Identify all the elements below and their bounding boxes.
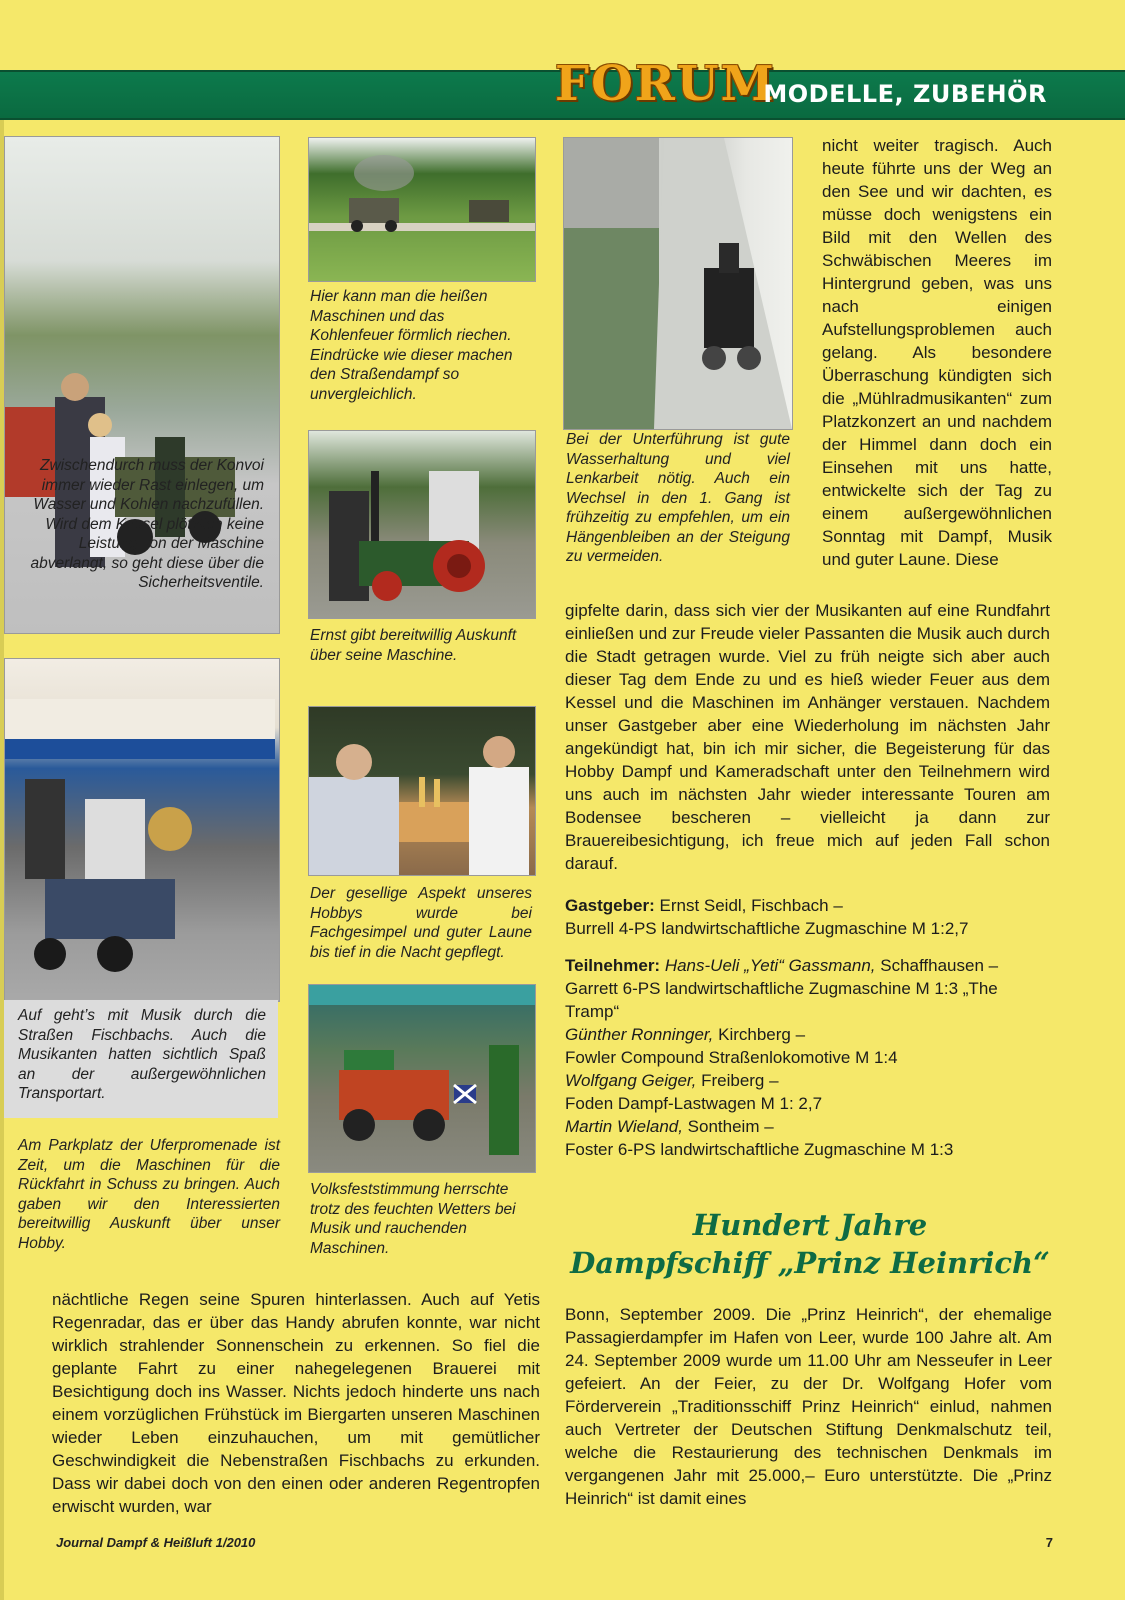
photo-ernst xyxy=(308,430,536,619)
participant-name: Martin Wieland, xyxy=(565,1117,683,1136)
caption-ernst: Ernst gibt bereitwillig Auskunft über seine Maschine. xyxy=(310,627,517,664)
footer-journal: Journal Dampf & Heißluft 1/2010 xyxy=(56,1535,256,1550)
host-name: Ernst Seidl, Fischbach – xyxy=(659,896,843,915)
article2-title-line2: Dampfschiff „Prinz Heinrich“ xyxy=(570,1246,1050,1280)
page-number: 7 xyxy=(1045,1535,1053,1550)
participant-name: Wolfgang Geiger, xyxy=(565,1071,697,1090)
participant-machine: Fowler Compound Straßenlokomotive M 1:4 xyxy=(565,1048,898,1067)
participant-machine: Garrett 6-PS landwirtschaftliche Zugmaschine M 1:3 „The Tramp“ xyxy=(565,979,998,1021)
participant-name: Hans-Ueli „Yeti“ Gassmann, xyxy=(664,956,876,975)
participant-name: Günther Ronninger, xyxy=(565,1025,714,1044)
participant-place: Sontheim – xyxy=(682,1117,774,1136)
section-title: MODELLE, ZUBEHÖR xyxy=(763,80,1047,108)
caption-parking: Am Parkplatz der Uferpromenade ist Zeit, um die Maschinen für die Rückfahrt in Schuss zu bringen. Auch gaben wir den Interessierten bereitwillig Auskunft über unser Hobby. xyxy=(18,1137,280,1252)
photo-underpass xyxy=(563,137,793,430)
participants-label: Teilnehmer: xyxy=(565,956,661,975)
caption-music: Auf geht’s mit Musik durch die Straßen Fischbachs. Auch die Musikanten hatten sichtlich Spaß an der außergewöhnlichen Transportart. xyxy=(18,1007,266,1102)
article-continuation: gipfelte darin, dass sich vier der Musikanten auf eine Rundfahrt einließen und zur Freude vieler Passanten die Musik auch durch die Stadt getragen wurde. Viel zu früh neigte sich aber auch dieser Tag dem Ende zu und es hieß wieder Feuer aus dem Kessel und die Maschinen im Anhänger verstauen. Nachdem unser Gastgeber aber eine Wiederholung im nächsten Jahr angekündigt hat, bin ich mir sicher, die Begeisterung für das Hobby Dampf und Kameradschaft unter den Teilnehmern wird uns auch im nächsten Jahr wieder interessante Touren am Bodensee bescheren – vielleicht ja dann zur Brauereibesichtigung, ich freue mich auf jeden Fall schon darauf. xyxy=(565,601,1050,873)
credits xyxy=(565,894,1055,1175)
photo-meadow xyxy=(308,137,536,282)
caption-social: Der gesellige Aspekt unseres Hobbys wurde bei Fachgesimpel und guter Laune bis tief in die Nacht gepflegt. xyxy=(310,885,532,961)
photo-festival xyxy=(308,984,536,1173)
caption-meadow: Hier kann man die heißen Maschinen und das Kohlenfeuer förmlich riechen. Eindrücke wie dieser machen den Straßendampf so unvergleichlich. xyxy=(310,288,513,403)
article-right-column: nicht weiter tragisch. Auch heute führte uns der Weg an den See und wir dachten, es müsse doch wenigstens ein Bild mit den Wellen des Schwäbischen Meeres im Hintergrund geben, was uns nach einigen Aufstellungsproblemen auch gelang. Als besondere Überraschung kündigten sich die „Mühlradmusikanten“ zum Platzkonzert an und nachdem der Himmel dann doch ein Einsehen mit uns hatte, entwickelte sich der Tag zu einem außergewöhnlichen Sonntag mit Dampf, Musik und guter Laune. Diese xyxy=(822,136,1052,569)
host-machine: Burrell 4-PS landwirtschaftliche Zugmaschine M 1:2,7 xyxy=(565,919,969,938)
participant-place: Schaffhausen – xyxy=(875,956,999,975)
caption-convoy: Zwischendurch muss der Konvoi immer wieder Rast einlegen, um Wasser und Kohlen nachzufüllen. Wird dem Kessel plötzlich keine Leistung von der Maschine abverlangt, so geht diese über die Sicherheitsventile. xyxy=(30,457,264,591)
participant-place: Freiberg – xyxy=(696,1071,779,1090)
article2-body: Bonn, September 2009. Die „Prinz Heinrich“, der ehemalige Passagierdampfer im Hafen von Leer, wurde 100 Jahre alt. Am 24. September 2009 wurde um 11.00 Uhr am Nesseufer in Leer gefeiert. An der Feier, zu der Dr. Wolfgang Hofer vom Förderverein „Traditionsschiff Prinz Heinrich“ einlud, nahmen auch Vertreter der Deutschen Stiftung Denkmalschutz teil, welche die Restaurierung des technischen Denkmals im vergangenen Jahr mit 25.000,– Euro unterstützte. Die „Prinz Heinrich“ ist damit eines xyxy=(565,1305,1052,1508)
participants-block xyxy=(565,954,1055,1161)
article-bottom-left: nächtliche Regen seine Spuren hinterlassen. Auch auf Yetis Regenradar, das er über das Handy abrufen konnte, war nicht wirklich strahlender Sonnenschein zu erkennen. So fiel die geplante Fahrt zu einer nahegelegenen Brauerei mit Besichtigung doch ins Wasser. Nichts jedoch hinderte uns nach einem vorzüglichen Frühstück im Biergarten unseren Maschinen wieder Leben einzuhauchen, um mit gemütlicher Geschwindigkeit die Nebenstraßen Fischbachs zu erkunden. Dass wir dabei doch von den einen oder anderen Regentropfen erwischt wurden, war xyxy=(52,1290,540,1516)
forum-logo: FORUM xyxy=(555,56,776,112)
host-label: Gastgeber: xyxy=(565,896,655,915)
photo-social xyxy=(308,706,536,876)
host-block xyxy=(565,894,1055,940)
photo-music-parade xyxy=(4,658,280,1002)
article2-title xyxy=(565,1206,1055,1282)
participant-machine: Foden Dampf-Lastwagen M 1: 2,7 xyxy=(565,1094,823,1113)
caption-festival: Volksfeststimmung herrschte trotz des feuchten Wetters bei Musik und rauchenden Maschinen. xyxy=(310,1181,516,1257)
caption-underpass: Bei der Unterführung ist gute Wasserhaltung und viel Lenkarbeit nötig. Auch ein Wechsel in den 1. Gang ist frühzeitig zu empfehlen, um ein Hängenbleiben an der Steigung zu vermeiden. xyxy=(566,431,790,565)
article2-title-line1: Hundert Jahre xyxy=(692,1208,928,1242)
participant-place: Kirchberg – xyxy=(713,1025,806,1044)
participant-machine: Foster 6-PS landwirtschaftliche Zugmaschine M 1:3 xyxy=(565,1140,954,1159)
